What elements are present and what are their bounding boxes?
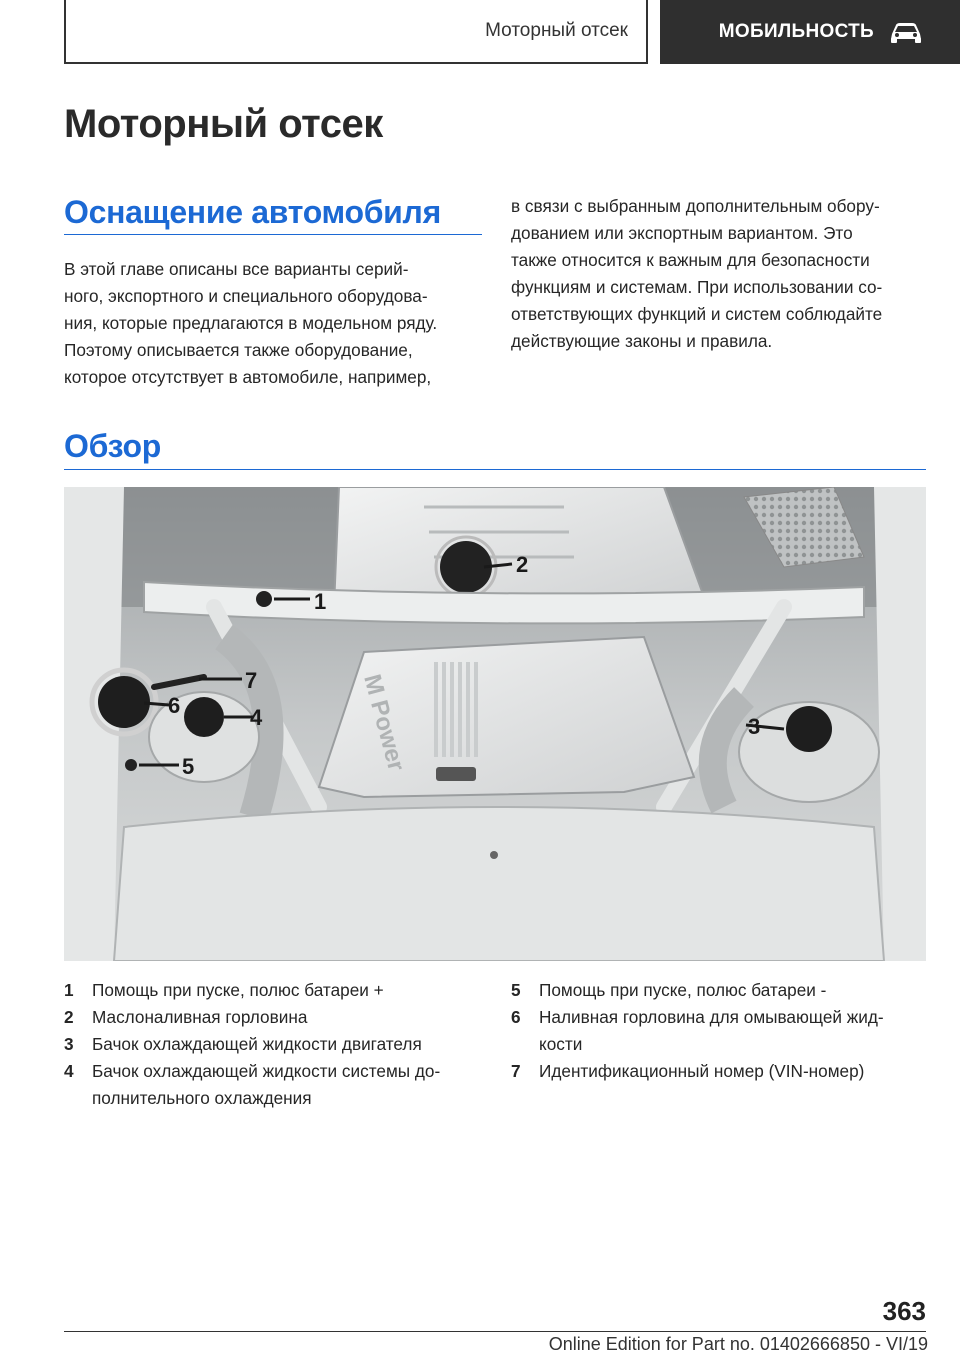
legend-left [64, 977, 494, 1112]
equipment-paragraph-col1: В этой главе описаны все варианты серий- ного, экспортного и специального оборудова- ния, которые предлагаются в модельном ряду. Поэтому описывается также оборудование, которое отсутствует в автомобиле, например, [64, 259, 438, 387]
engine-cover-label: M Power [358, 671, 410, 774]
callout-6: 6 [168, 693, 181, 718]
page-number: 363 [882, 1296, 926, 1326]
callout-7: 7 [245, 668, 258, 693]
engine-bay-photo [64, 487, 926, 961]
legend-item: 6 Наливная горловина для омывающей жид- кости [511, 1007, 884, 1054]
equipment-section-title: Оснащение автомобиля [64, 194, 441, 230]
overview-title-rule [64, 469, 926, 470]
equipment-title-rule [64, 234, 482, 235]
legend-right [511, 977, 941, 1085]
legend-item: 4 Бачок охлаждающей жидкости системы до- полнительного охлаждения [64, 1061, 441, 1108]
legend-item: 3 Бачок охлаждающей жидкости двигателя [64, 1034, 422, 1054]
callout-4: 4 [250, 705, 263, 730]
header-section-label: Моторный отсек [485, 20, 628, 41]
equipment-paragraph-col2: в связи с выбранным дополнительным обору- дованием или экспортным вариантом. Это также относится к важным для безопасности функциям и системам. При использовании со- ответствующих функций и систем соблюдайте действующие законы и правила. [511, 196, 883, 351]
footer-rule [64, 1331, 926, 1332]
callout-2: 2 [516, 552, 529, 577]
car-icon [888, 20, 924, 44]
legend-item: 1 Помощь при пуске, полюс батареи + [64, 980, 384, 1000]
legend-item: 2 Маслоналивная горловина [64, 1007, 308, 1027]
callout-3: 3 [748, 714, 761, 739]
header-chapter-label: МОБИЛЬНОСТЬ [718, 21, 874, 42]
legend-item: 5 Помощь при пуске, полюс батареи - [511, 980, 827, 1000]
callout-1: 1 [314, 589, 327, 614]
overview-section-title: Обзор [64, 428, 161, 464]
header-chapter-tab [660, 0, 960, 64]
footer-edition: Online Edition for Part no. 01402666850 - VI/19 [548, 1334, 928, 1354]
header-section-tab [64, 0, 648, 64]
callout-5: 5 [182, 754, 195, 779]
legend-item: 7 Идентификационный номер (VIN-номер) [511, 1061, 865, 1081]
page-title: Моторный отсек [64, 102, 383, 146]
